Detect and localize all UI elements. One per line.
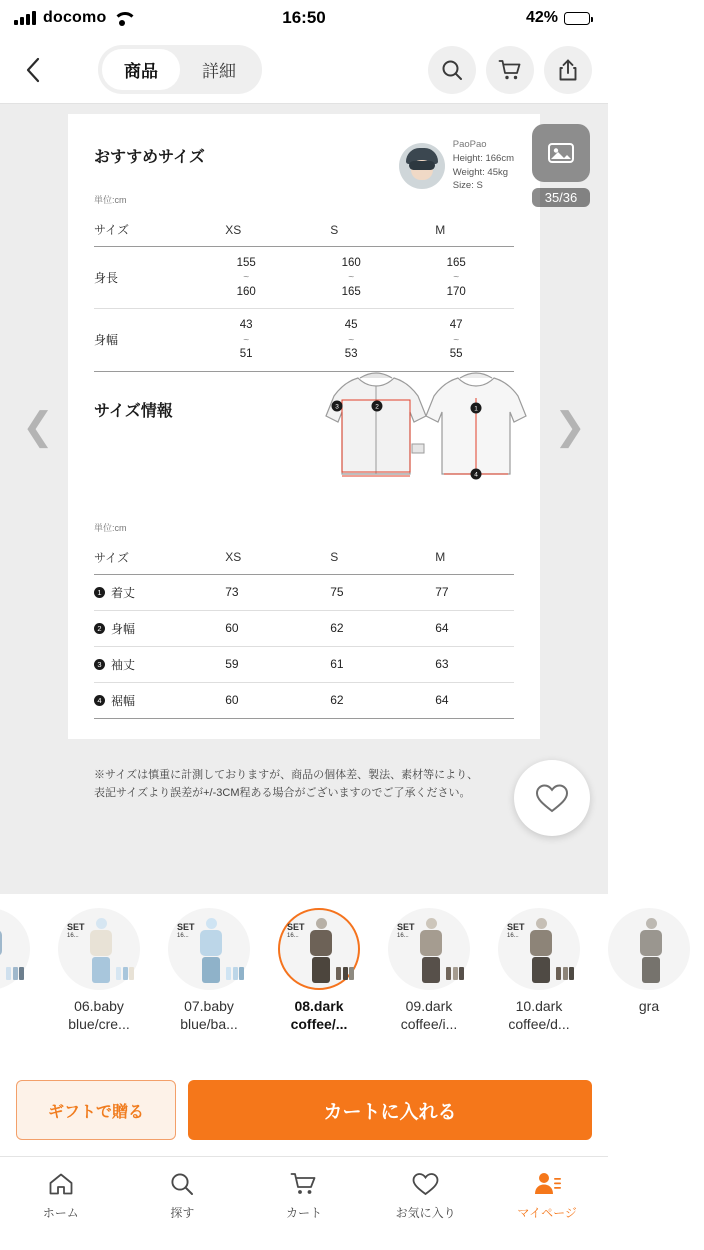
tag-badge: SET xyxy=(397,922,415,932)
gallery-next-button[interactable]: ❯ xyxy=(554,406,586,448)
model-info xyxy=(399,138,514,193)
cell-value: 62 xyxy=(308,682,413,718)
image-stack-icon[interactable] xyxy=(532,124,590,182)
size-info-table xyxy=(94,540,514,719)
variant-label: 09.dark xyxy=(405,998,453,1014)
row-label: 身幅 xyxy=(111,621,136,636)
gallery-prev-button[interactable]: ❮ xyxy=(22,406,54,448)
share-button[interactable] xyxy=(544,46,592,94)
cell-value: 60 xyxy=(203,610,308,646)
tab-mypage[interactable] xyxy=(486,1169,608,1221)
clock-label: 16:50 xyxy=(282,8,326,27)
cell-value: 63 xyxy=(413,646,514,682)
variant-thumbnail[interactable] xyxy=(388,908,470,990)
add-to-cart-button[interactable]: カートに入れる xyxy=(188,1080,592,1140)
cell-value: 55 xyxy=(449,348,463,361)
table-row: 身長 155 ~ 160 160 ~ 165 165 ~ 170 xyxy=(94,247,514,309)
svg-text:2: 2 xyxy=(375,403,379,411)
heart-icon xyxy=(535,783,569,814)
variant-tag xyxy=(397,922,415,941)
variant-label: gra xyxy=(638,998,660,1014)
variant-label-2: blue/cre... xyxy=(68,1015,130,1032)
size-chart-image xyxy=(68,114,540,739)
search-icon xyxy=(440,58,464,82)
tag-sub: 16... xyxy=(177,933,189,940)
row-label-width: 身幅 xyxy=(94,309,203,371)
col-header-xs: XS xyxy=(203,540,308,575)
marker-4: 4 xyxy=(94,695,105,706)
bottom-tab-bar xyxy=(0,1156,608,1250)
list-item[interactable] xyxy=(484,908,594,1033)
table-row xyxy=(94,610,514,646)
cell-value: 59 xyxy=(203,646,308,682)
favorite-button[interactable] xyxy=(514,760,590,836)
cart-button[interactable] xyxy=(486,46,534,94)
purchase-actions xyxy=(0,1064,608,1156)
marker-3: 3 xyxy=(94,659,105,670)
unit-label-2: 単位:cm xyxy=(94,522,127,533)
marker-1: 1 xyxy=(94,587,105,598)
table-row xyxy=(94,646,514,682)
tab-home[interactable] xyxy=(0,1169,122,1221)
variant-label-2 xyxy=(0,1016,44,1034)
list-item[interactable] xyxy=(374,908,484,1033)
col-header-m: M xyxy=(413,212,514,247)
variant-thumbnail[interactable] xyxy=(0,908,30,990)
cell-value: 170 xyxy=(446,285,466,298)
tag-sub: 16... xyxy=(67,933,79,940)
cart-icon xyxy=(243,1169,365,1199)
variant-label: 08.dark xyxy=(294,998,344,1014)
svg-text:1: 1 xyxy=(474,405,478,413)
col-header-s: S xyxy=(308,540,413,575)
list-item[interactable] xyxy=(0,908,44,1033)
share-icon xyxy=(556,58,580,82)
col-header-xs: XS xyxy=(203,212,308,247)
cell-value: 165 xyxy=(446,257,466,269)
variant-tag xyxy=(67,922,85,941)
cell-value: 73 xyxy=(203,574,308,610)
svg-text:4: 4 xyxy=(474,471,478,479)
tag-badge: SET xyxy=(67,922,85,932)
variant-thumbnail[interactable] xyxy=(498,908,580,990)
model-name: PaoPao xyxy=(452,139,487,150)
tab-favorites[interactable] xyxy=(365,1169,487,1221)
tag-badge: SET xyxy=(287,922,305,932)
variant-label-2: blue/ba... xyxy=(180,1015,238,1032)
cart-icon xyxy=(498,58,522,82)
tab-product[interactable]: 商品 xyxy=(102,49,180,90)
tab-label: カート xyxy=(285,1206,322,1220)
person-icon xyxy=(486,1169,608,1199)
col-header-size: サイズ xyxy=(94,540,203,575)
color-variant-strip[interactable] xyxy=(0,894,660,1064)
product-image-area[interactable] xyxy=(0,104,608,894)
variant-label: 06.baby xyxy=(74,998,124,1014)
carrier-label: docomo xyxy=(43,9,107,26)
navigation-bar xyxy=(0,36,608,104)
col-header-s: S xyxy=(308,212,413,247)
tab-search[interactable] xyxy=(122,1169,244,1221)
size-info-title: サイズ情報 xyxy=(94,402,173,420)
col-header-size: サイズ xyxy=(94,212,203,247)
nav-actions xyxy=(428,46,592,94)
table-row xyxy=(94,682,514,718)
list-item-selected[interactable] xyxy=(264,908,374,1033)
variant-thumbnail-selected[interactable] xyxy=(278,908,360,990)
back-button[interactable] xyxy=(16,53,50,87)
table-row: 身幅 43 ~ 51 45 ~ 53 47 ~ 55 xyxy=(94,309,514,371)
cell-value: 60 xyxy=(203,682,308,718)
gallery-count-label: 35/36 xyxy=(532,188,590,207)
tab-details[interactable]: 詳細 xyxy=(202,62,236,81)
cell-value: 61 xyxy=(308,646,413,682)
chevron-left-icon xyxy=(25,57,41,83)
svg-text:3: 3 xyxy=(335,403,339,411)
model-height: Height: 166cm xyxy=(452,152,514,164)
variant-tag xyxy=(507,922,525,941)
model-avatar xyxy=(399,143,445,189)
battery-icon xyxy=(564,12,590,25)
tag-sub: 16... xyxy=(397,933,409,940)
cell-value: 64 xyxy=(413,682,514,718)
tab-label: ホーム xyxy=(42,1206,79,1220)
segmented-control[interactable] xyxy=(98,45,262,94)
variant-label: 10.dark xyxy=(515,998,563,1014)
cell-value: 43 xyxy=(239,319,253,332)
tag-sub: 16... xyxy=(507,933,519,940)
tab-label: お気に入り xyxy=(395,1206,456,1220)
recommended-size-table xyxy=(94,212,514,372)
list-item[interactable] xyxy=(44,908,154,1033)
cell-value: 75 xyxy=(308,574,413,610)
home-icon xyxy=(0,1169,122,1199)
variant-label xyxy=(0,998,44,1016)
variant-label-2: coffee/d... xyxy=(508,1015,570,1032)
unit-label: 単位:cm xyxy=(94,195,127,205)
disclaimer-line-2: 表記サイズより誤差が+/-3CM程ある場合がございますのでご了承ください。 xyxy=(94,787,471,800)
recommended-size-title: おすすめサイズ xyxy=(94,149,205,166)
tab-cart[interactable] xyxy=(243,1169,365,1221)
search-icon xyxy=(122,1169,244,1199)
battery-percent-label: 42% xyxy=(525,9,558,26)
cell-value: 155 xyxy=(236,257,256,269)
col-header-m: M xyxy=(413,540,514,575)
cell-value: 77 xyxy=(413,574,514,610)
cell-value: 160 xyxy=(341,257,361,269)
gallery-counter[interactable] xyxy=(532,124,594,207)
tag-sub: 16... xyxy=(287,933,299,940)
disclaimer-line-1: ※サイズは慎重に計測しておりますが、商品の個体差、製法、素材等により、 xyxy=(94,769,479,781)
table-row xyxy=(94,574,514,610)
cell-value: 64 xyxy=(413,610,514,646)
row-label-height: 身長 xyxy=(94,247,203,309)
heart-icon xyxy=(365,1169,487,1199)
variant-tag xyxy=(177,922,195,941)
variant-label-2: coffee/i... xyxy=(400,1015,458,1032)
cell-value: 45 xyxy=(344,319,358,332)
cell-value: 51 xyxy=(239,348,253,361)
tag-badge: SET xyxy=(507,922,525,932)
cell-value: 160 xyxy=(236,285,256,298)
variant-thumbnail[interactable] xyxy=(168,908,250,990)
model-size: Size: S xyxy=(452,180,483,192)
gift-button[interactable]: ギフトで贈る xyxy=(16,1080,176,1140)
list-item[interactable] xyxy=(154,908,264,1033)
variant-thumbnail[interactable] xyxy=(58,908,140,990)
status-bar xyxy=(0,0,608,36)
variant-label-2: coffee/... xyxy=(290,1015,348,1032)
cell-value: 165 xyxy=(341,285,361,298)
cell-value: 53 xyxy=(344,348,358,361)
size-disclaimer xyxy=(68,766,540,802)
model-weight: Weight: 45kg xyxy=(452,166,509,178)
tag-badge: SET xyxy=(177,922,195,932)
tab-label: 探す xyxy=(170,1206,195,1220)
row-label: 袖丈 xyxy=(111,657,136,672)
variant-tag xyxy=(287,922,305,941)
cell-value: 62 xyxy=(308,610,413,646)
row-label: 裾幅 xyxy=(111,693,136,708)
row-label: 着丈 xyxy=(111,585,136,600)
search-button[interactable] xyxy=(428,46,476,94)
cell-value: 47 xyxy=(449,319,463,332)
variant-thumbnail[interactable] xyxy=(608,908,690,990)
tab-label: マイページ xyxy=(517,1206,577,1220)
variant-label: 07.baby xyxy=(184,998,234,1014)
garment-diagram xyxy=(306,364,516,494)
marker-2: 2 xyxy=(94,623,105,634)
list-item[interactable] xyxy=(594,908,704,1016)
